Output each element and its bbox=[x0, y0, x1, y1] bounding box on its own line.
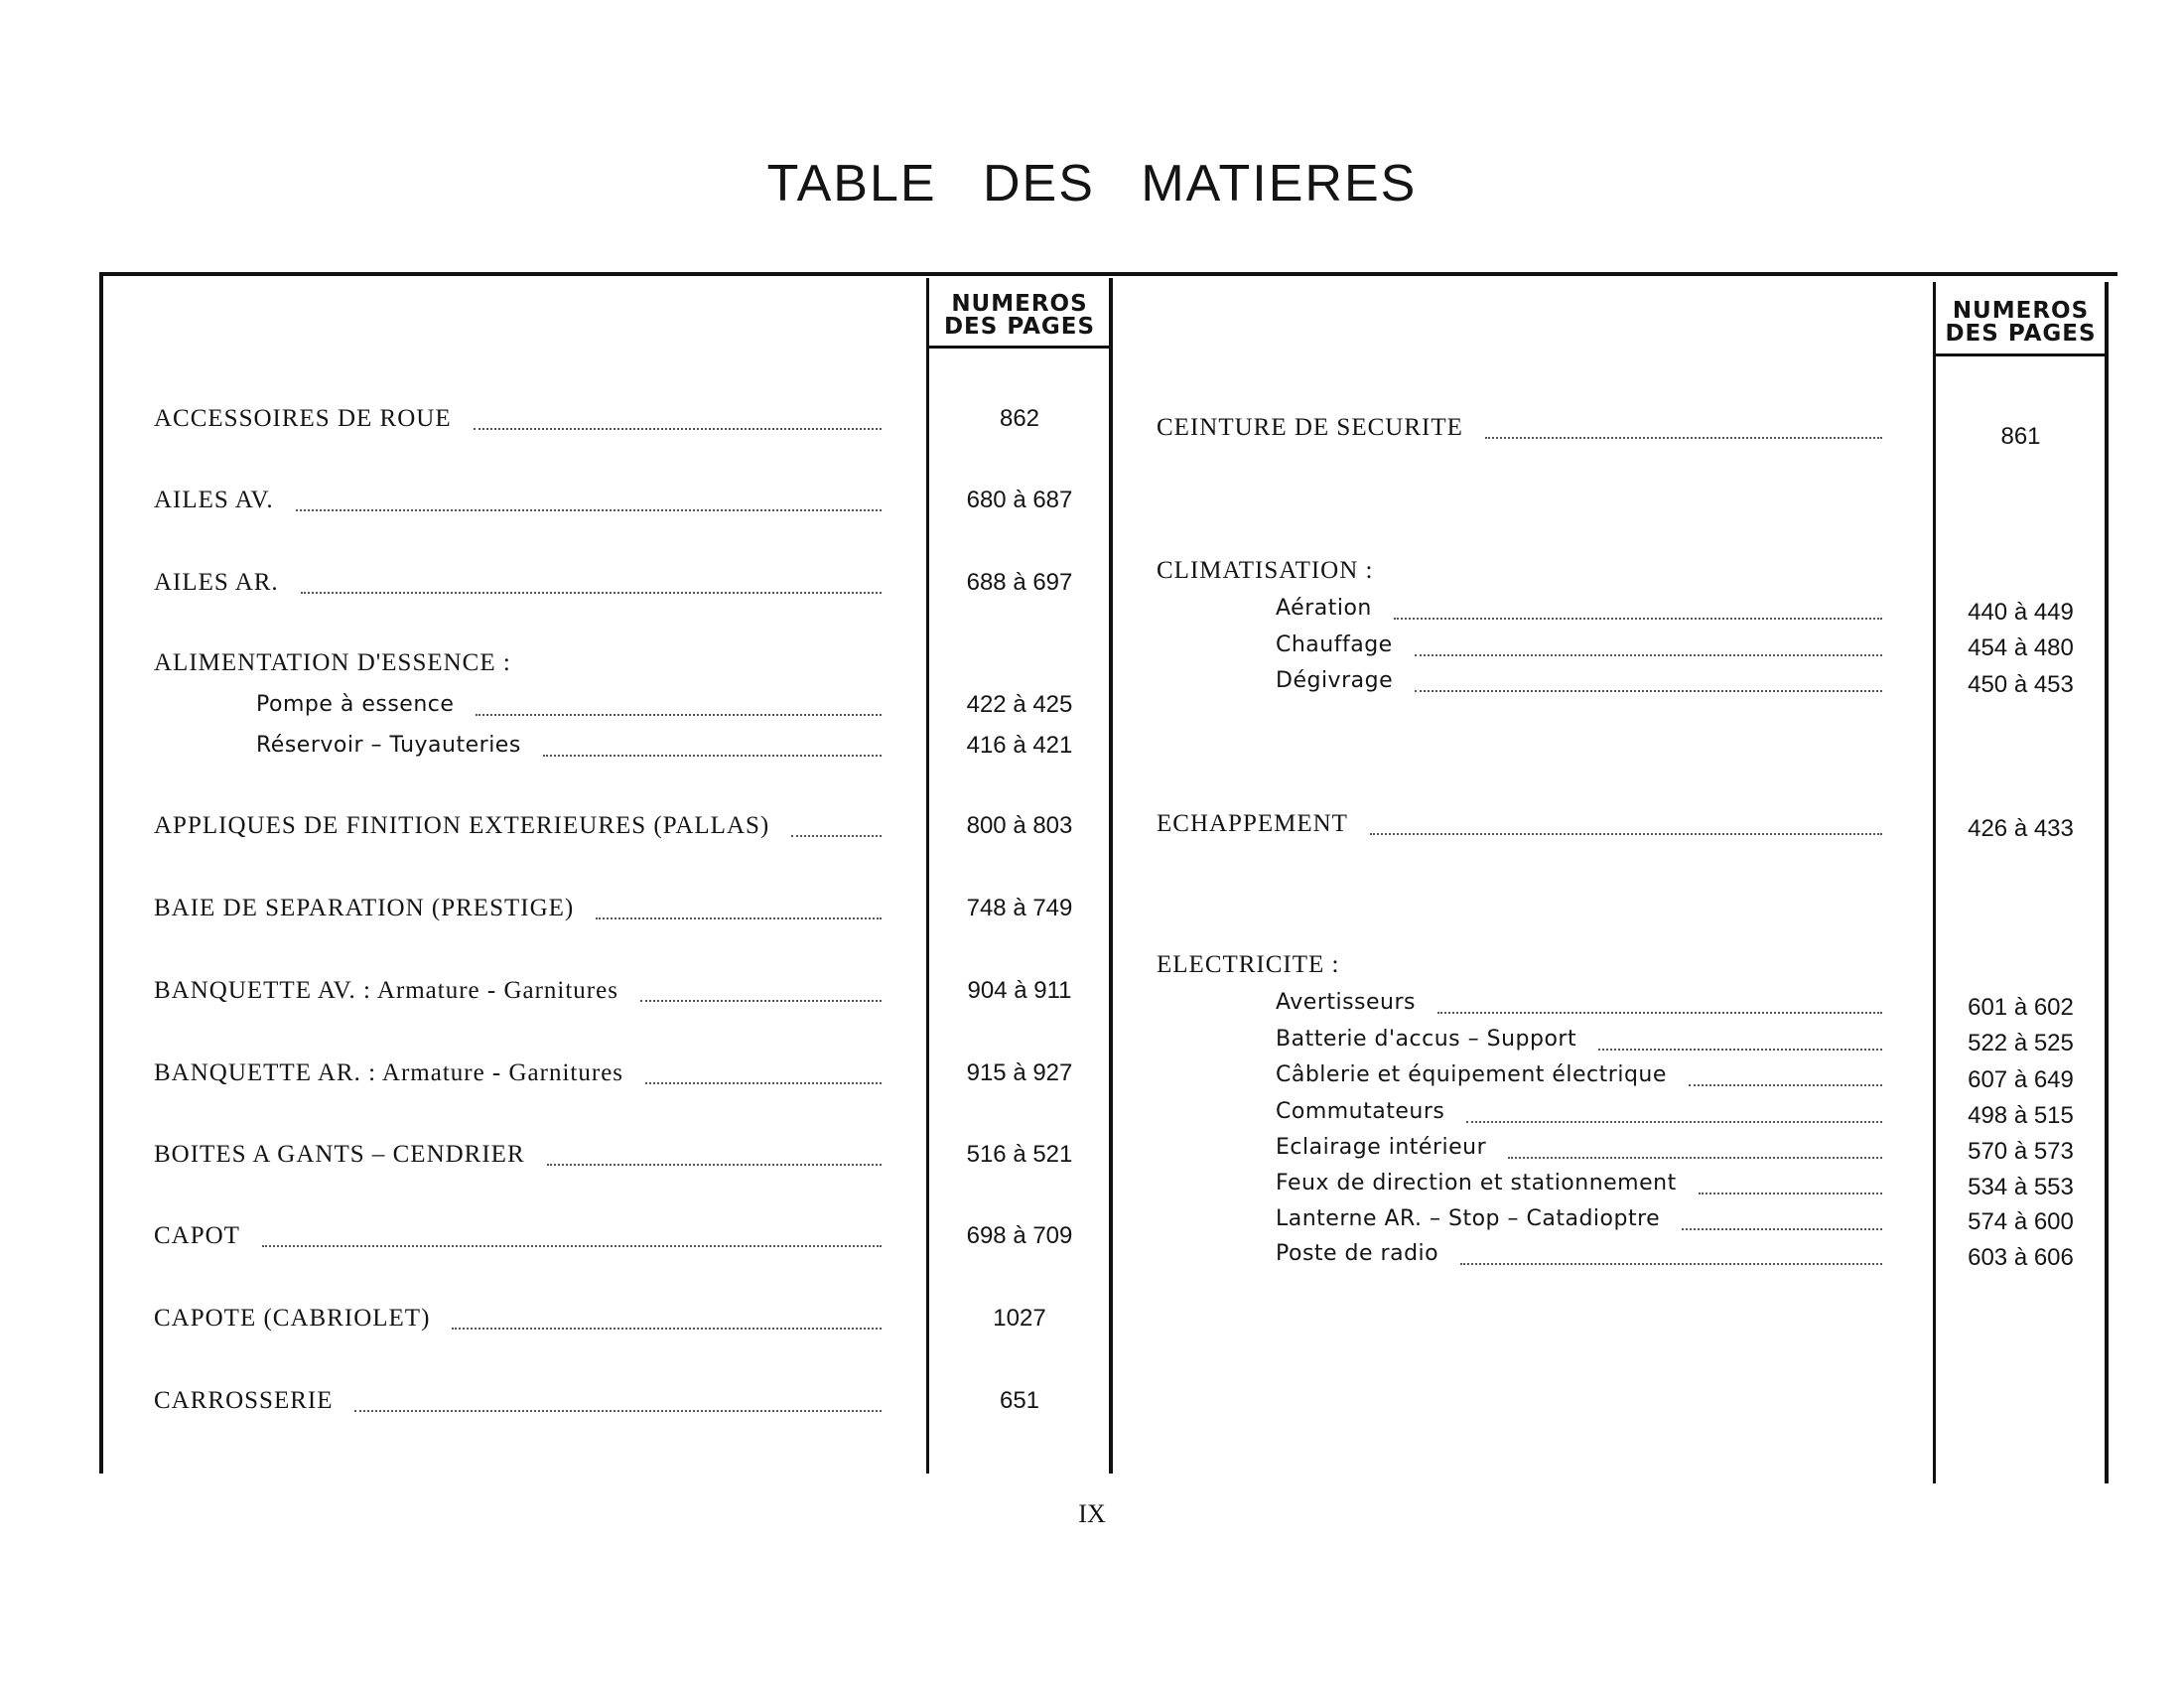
page-range: 748 à 749 bbox=[966, 895, 1073, 921]
dot-leader bbox=[791, 835, 882, 837]
page-range: 651 bbox=[999, 1387, 1040, 1414]
dot-leader bbox=[1460, 1263, 1882, 1265]
dot-leader bbox=[301, 592, 882, 594]
header-line-numeros: NUMEROS bbox=[951, 291, 1088, 317]
toc-subentry-label: Avertisseurs bbox=[1276, 990, 1417, 1015]
page-range: 800 à 803 bbox=[966, 812, 1073, 839]
toc-subentry-label: Dégivrage bbox=[1276, 668, 1394, 693]
toc-entry-label: CAPOT bbox=[154, 1222, 240, 1249]
left-pages-header bbox=[929, 293, 1110, 339]
dot-leader bbox=[1394, 618, 1882, 620]
page-range: 904 à 911 bbox=[967, 977, 1072, 1004]
page-title: TABLE DES MATIERES bbox=[766, 155, 1418, 212]
toc-entry-label: ALIMENTATION D'ESSENCE : bbox=[154, 649, 511, 676]
page-range: 680 à 687 bbox=[966, 487, 1073, 513]
dot-leader bbox=[1508, 1157, 1882, 1159]
toc-entry-label: ELECTRICITE : bbox=[1157, 951, 1340, 978]
left-pages-col-right-border bbox=[1109, 278, 1113, 1474]
dot-leader bbox=[1415, 654, 1882, 656]
toc-subentry-label: Eclairage intérieur bbox=[1276, 1135, 1487, 1160]
toc-subentry-label: Réservoir – Tuyauteries bbox=[256, 733, 521, 758]
toc-entry-label: CARROSSERIE bbox=[154, 1387, 334, 1414]
toc-subentry-label: Poste de radio bbox=[1276, 1241, 1439, 1266]
page-range: 603 à 606 bbox=[1968, 1244, 2074, 1271]
dot-leader bbox=[640, 1000, 882, 1002]
dot-leader bbox=[262, 1245, 882, 1247]
toc-subentry-label: Lanterne AR. – Stop – Catadioptre bbox=[1276, 1206, 1661, 1231]
page-range: 440 à 449 bbox=[1968, 599, 2074, 626]
page-range: 522 à 525 bbox=[1968, 1030, 2074, 1056]
page-range: 1027 bbox=[993, 1305, 1046, 1332]
dot-leader bbox=[452, 1328, 882, 1330]
toc-entry-label: BAIE DE SEPARATION (PRESTIGE) bbox=[154, 895, 575, 921]
dot-leader bbox=[543, 755, 882, 757]
table-top-border bbox=[102, 272, 2117, 276]
toc-entry-label: CLIMATISATION : bbox=[1157, 557, 1374, 584]
right-pages-col-right-border bbox=[2105, 282, 2109, 1483]
page-number: IX bbox=[1078, 1499, 1106, 1528]
dot-leader bbox=[596, 917, 882, 919]
dot-leader bbox=[474, 428, 882, 430]
toc-entry-label: AILES AV. bbox=[154, 487, 274, 513]
toc-entry-label: AILES AR. bbox=[154, 569, 279, 596]
dot-leader bbox=[547, 1164, 882, 1166]
page-range: 570 à 573 bbox=[1968, 1138, 2074, 1165]
dot-leader bbox=[1682, 1228, 1882, 1230]
dot-leader bbox=[296, 509, 882, 511]
page-range: 607 à 649 bbox=[1968, 1066, 2074, 1093]
right-pages-col-left-border bbox=[1933, 282, 1936, 1483]
toc-entry-label: ECHAPPEMENT bbox=[1157, 810, 1348, 837]
dot-leader bbox=[1437, 1012, 1882, 1014]
page-range: 450 à 453 bbox=[1968, 671, 2074, 698]
dot-leader bbox=[1598, 1049, 1882, 1051]
page-range: 601 à 602 bbox=[1968, 994, 2074, 1021]
toc-entry-label: BANQUETTE AV. : Armature - Garnitures bbox=[154, 977, 618, 1004]
page-range: 416 à 421 bbox=[966, 732, 1073, 759]
dot-leader bbox=[1415, 690, 1882, 692]
toc-subentry-label: Câblerie et équipement électrique bbox=[1276, 1062, 1667, 1087]
page-range: 574 à 600 bbox=[1968, 1208, 2074, 1235]
toc-entry-label: CEINTURE DE SECURITE bbox=[1157, 414, 1463, 441]
right-pages-header bbox=[1936, 300, 2106, 346]
left-pages-col-left-border bbox=[926, 278, 929, 1474]
toc-subentry-label: Batterie d'accus – Support bbox=[1276, 1027, 1577, 1052]
toc-entry-label: APPLIQUES DE FINITION EXTERIEURES (PALLAS) bbox=[154, 812, 770, 839]
toc-subentry-label: Commutateurs bbox=[1276, 1099, 1445, 1124]
page-range: 426 à 433 bbox=[1968, 815, 2074, 842]
page-range: 915 à 927 bbox=[966, 1059, 1073, 1086]
dot-leader bbox=[1370, 833, 1882, 835]
toc-entry-label: BOITES A GANTS – CENDRIER bbox=[154, 1141, 525, 1168]
page-range: 454 à 480 bbox=[1968, 634, 2074, 661]
toc-subentry-label: Chauffage bbox=[1276, 633, 1393, 657]
page-range: 498 à 515 bbox=[1968, 1102, 2074, 1129]
dot-leader bbox=[1689, 1084, 1882, 1086]
toc-entry-label: CAPOTE (CABRIOLET) bbox=[154, 1305, 431, 1332]
dot-leader bbox=[354, 1410, 882, 1412]
table-left-border bbox=[99, 272, 103, 1474]
page-range: 688 à 697 bbox=[966, 569, 1073, 596]
header-line-des-pages: DES PAGES bbox=[943, 314, 1096, 340]
page-range: 516 à 521 bbox=[966, 1141, 1073, 1168]
header-line-des-pages: DES PAGES bbox=[1945, 321, 2097, 347]
left-pages-header-rule bbox=[928, 346, 1111, 349]
dot-leader bbox=[1485, 437, 1882, 439]
toc-entry-label: BANQUETTE AR. : Armature - Garnitures bbox=[154, 1059, 624, 1086]
page-range: 698 à 709 bbox=[966, 1222, 1073, 1249]
header-line-numeros: NUMEROS bbox=[1952, 298, 2090, 324]
page-range: 534 à 553 bbox=[1968, 1174, 2074, 1200]
dot-leader bbox=[476, 714, 882, 716]
right-pages-header-rule bbox=[1935, 353, 2107, 356]
dot-leader bbox=[645, 1082, 882, 1084]
page-range: 861 bbox=[2000, 423, 2041, 450]
toc-subentry-label: Aération bbox=[1276, 596, 1372, 621]
toc-entry-label: ACCESSOIRES DE ROUE bbox=[154, 405, 452, 432]
dot-leader bbox=[1466, 1121, 1882, 1123]
dot-leader bbox=[1699, 1193, 1882, 1195]
page-range: 862 bbox=[999, 405, 1040, 432]
page-range: 422 à 425 bbox=[966, 691, 1073, 718]
toc-subentry-label: Feux de direction et stationnement bbox=[1276, 1171, 1677, 1196]
toc-subentry-label: Pompe à essence bbox=[256, 692, 455, 717]
